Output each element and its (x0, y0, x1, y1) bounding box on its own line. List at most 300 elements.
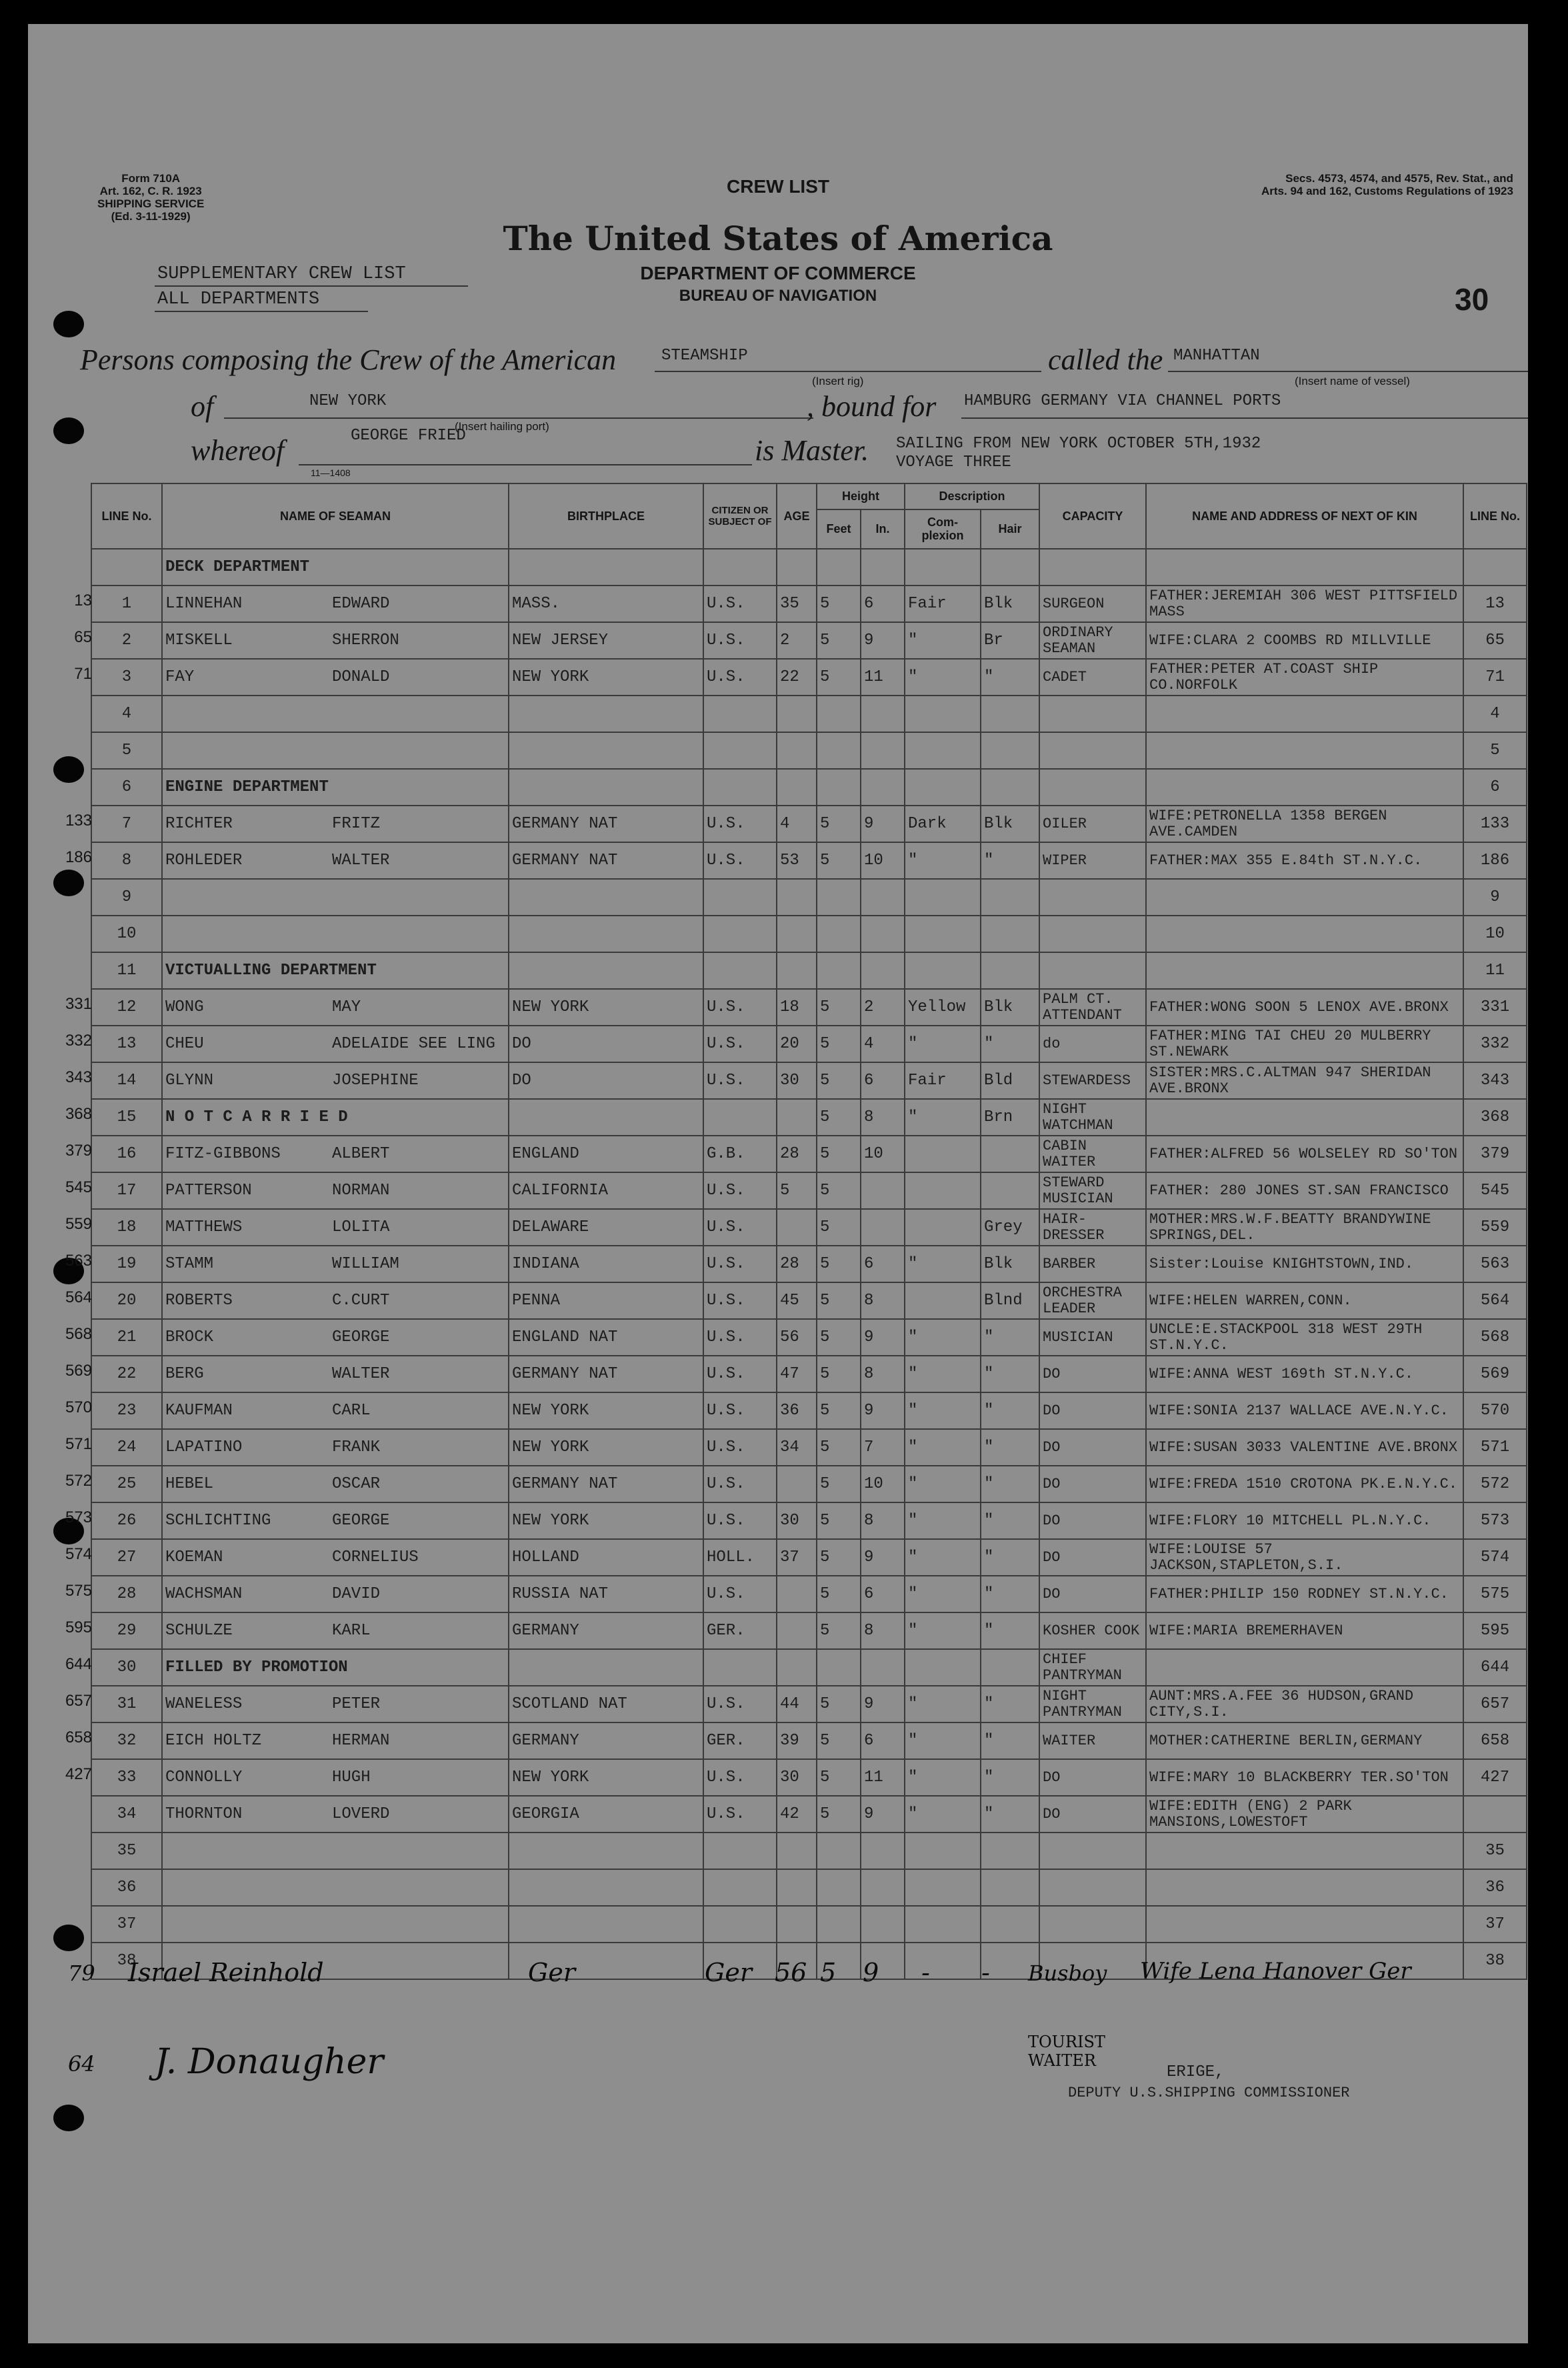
right-line-number-cell: 36 (1463, 1869, 1527, 1906)
given-name: SHERRON (332, 632, 399, 650)
right-line-number-cell: 37 (1463, 1906, 1527, 1943)
citizenship-cell: GER. (703, 1612, 777, 1649)
birthplace-cell (509, 1649, 703, 1686)
birthplace-cell: NEW YORK (509, 1759, 703, 1796)
hair-cell: Bld (981, 1062, 1039, 1099)
height-feet-cell: 5 (817, 585, 861, 622)
given-name: HUGH (332, 1768, 371, 1787)
line-number-cell: 11 (91, 952, 162, 989)
seaman-name-cell (162, 952, 509, 989)
age-cell: 37 (777, 1539, 817, 1576)
complexion-cell: Fair (905, 1062, 981, 1099)
complexion-cell: " (905, 842, 981, 879)
table-row (91, 1612, 1527, 1649)
capacity-text: do (1043, 1035, 1061, 1052)
complexion-cell: " (905, 1429, 981, 1466)
height-inches-cell: 9 (861, 1796, 905, 1833)
birthplace-cell: MASS. (509, 585, 703, 622)
punch-hole (53, 417, 84, 444)
height-inches-cell (861, 1649, 905, 1686)
given-name: NORMAN (332, 1182, 390, 1200)
age-cell (777, 916, 817, 952)
birthplace-cell: RUSSIA NAT (509, 1576, 703, 1612)
height-inches-cell: 8 (861, 1612, 905, 1649)
line-number-cell: 30 (91, 1649, 162, 1686)
birthplace-cell: HOLLAND (509, 1539, 703, 1576)
print-code: 11—1408 (311, 467, 351, 478)
next-of-kin-text: WIFE:MARY 10 BLACKBERRY TER.SO'TON (1149, 1768, 1449, 1786)
capacity-text: DO (1043, 1768, 1061, 1786)
citizenship-cell: U.S. (703, 1246, 777, 1282)
height-inches-cell (861, 549, 905, 585)
col-name: NAME OF SEAMAN (162, 483, 509, 549)
commissioner-title: DEPUTY U.S.SHIPPING COMMISSIONER (1068, 2085, 1350, 2101)
left-margin-number: 379 (65, 1142, 92, 1160)
capacity-cell (1039, 1796, 1146, 1833)
surname: VICTUALLING DEPARTMENT (165, 962, 377, 980)
right-line-number-cell: 133 (1463, 806, 1527, 842)
empty-cell (1039, 1906, 1146, 1943)
punch-hole (53, 756, 84, 783)
empty-cell (1146, 1833, 1463, 1869)
height-inches-cell (861, 952, 905, 989)
capacity-cell (1039, 549, 1146, 585)
supplementary-label: SUPPLEMENTARY CREW LIST (157, 264, 406, 284)
seaman-name-cell (162, 806, 509, 842)
given-name: LOVERD (332, 1805, 390, 1823)
table-row (91, 1796, 1527, 1833)
complexion-cell: " (905, 1246, 981, 1282)
given-name: WILLIAM (332, 1255, 399, 1273)
age-cell: 22 (777, 659, 817, 696)
right-line-number-cell: 574 (1463, 1539, 1527, 1576)
line-number-cell: 32 (91, 1722, 162, 1759)
line-number-cell: 9 (91, 879, 162, 916)
next-of-kin-text: WIFE:SUSAN 3033 VALENTINE AVE.BRONX (1149, 1438, 1458, 1456)
seaman-name-cell (162, 696, 509, 732)
left-margin-number: 186 (65, 848, 92, 866)
capacity-text: DO (1043, 1402, 1061, 1419)
citizenship-cell (703, 952, 777, 989)
insert-vessel-note: (Insert name of vessel) (1295, 375, 1410, 387)
complexion-cell: " (905, 622, 981, 659)
hair-cell (981, 549, 1039, 585)
surname: MISKELL (165, 632, 233, 650)
birthplace-cell: GERMANY NAT (509, 1356, 703, 1392)
capacity-text: DO (1043, 1512, 1061, 1529)
empty-cell (861, 1906, 905, 1943)
surname: DECK DEPARTMENT (165, 558, 310, 576)
height-feet-cell: 5 (817, 1576, 861, 1612)
capacity-text: DO (1043, 1585, 1061, 1602)
next-of-kin-cell (1146, 585, 1463, 622)
hair-cell (981, 879, 1039, 916)
height-feet-cell: 5 (817, 1539, 861, 1576)
seaman-name-cell (162, 732, 509, 769)
age-cell: 28 (777, 1246, 817, 1282)
right-line-number-cell (1463, 549, 1527, 585)
age-cell (777, 1649, 817, 1686)
capacity-cell (1039, 1466, 1146, 1502)
seaman-name-cell (162, 916, 509, 952)
right-line-number-cell: 4 (1463, 696, 1527, 732)
right-line-number-cell: 564 (1463, 1282, 1527, 1319)
complexion-cell: " (905, 1612, 981, 1649)
table-row (91, 1833, 1527, 1869)
complexion-cell (905, 1136, 981, 1172)
complexion-cell: Dark (905, 806, 981, 842)
complexion-cell (905, 769, 981, 806)
given-name: MAY (332, 998, 361, 1016)
height-inches-cell: 2 (861, 989, 905, 1026)
empty-cell (509, 1906, 703, 1943)
birthplace-cell (509, 879, 703, 916)
hair-cell (981, 952, 1039, 989)
left-margin-number: 575 (65, 1582, 92, 1600)
line-number-cell: 22 (91, 1356, 162, 1392)
called-text: called the (1048, 343, 1163, 376)
line-number-cell: 5 (91, 732, 162, 769)
capacity-cell (1039, 1502, 1146, 1539)
complexion-cell: " (905, 1466, 981, 1502)
citizenship-cell: HOLL. (703, 1539, 777, 1576)
complexion-cell: " (905, 1722, 981, 1759)
whereof-text: whereof (191, 434, 285, 467)
height-feet-cell (817, 952, 861, 989)
age-cell: 20 (777, 1026, 817, 1062)
capacity-text: ORDINARY SEAMAN (1043, 624, 1113, 657)
citizenship-cell: U.S. (703, 622, 777, 659)
empty-cell (777, 1833, 817, 1869)
line-number-cell: 31 (91, 1686, 162, 1722)
height-feet-cell: 5 (817, 1502, 861, 1539)
given-name: WALTER (332, 852, 390, 870)
line-number-cell: 26 (91, 1502, 162, 1539)
hair-cell: Brn (981, 1099, 1039, 1136)
age-cell: 56 (777, 1319, 817, 1356)
surname: ROBERTS (165, 1292, 233, 1310)
port-value: NEW YORK (309, 392, 387, 410)
height-feet-cell: 5 (817, 842, 861, 879)
next-of-kin-text: FATHER:PHILIP 150 RODNEY ST.N.Y.C. (1149, 1585, 1449, 1602)
given-name: PETER (332, 1695, 381, 1713)
seaman-name-cell (162, 1282, 509, 1319)
height-inches-cell: 6 (861, 1722, 905, 1759)
left-margin-number: 563 (65, 1252, 92, 1270)
age-cell: 30 (777, 1062, 817, 1099)
age-cell: 2 (777, 622, 817, 659)
birthplace-cell: GERMANY NAT (509, 806, 703, 842)
crew-list-title: CREW LIST (727, 176, 829, 197)
capacity-cell (1039, 622, 1146, 659)
seaman-name-cell (162, 1466, 509, 1502)
line-number-cell: 13 (91, 1026, 162, 1062)
table-row (91, 1722, 1527, 1759)
age-cell: 44 (777, 1686, 817, 1722)
height-feet-cell: 5 (817, 1686, 861, 1722)
capacity-cell (1039, 1136, 1146, 1172)
line-number-cell: 23 (91, 1392, 162, 1429)
complexion-cell: " (905, 1796, 981, 1833)
left-margin-number: 559 (65, 1215, 92, 1233)
given-name: FRITZ (332, 815, 381, 833)
next-of-kin-cell (1146, 549, 1463, 585)
age-cell (777, 696, 817, 732)
table-row (91, 769, 1527, 806)
empty-cell (905, 1833, 981, 1869)
citizenship-cell: U.S. (703, 1026, 777, 1062)
height-feet-cell: 5 (817, 1062, 861, 1099)
citizenship-cell: U.S. (703, 989, 777, 1026)
given-name: GEORGE (332, 1512, 390, 1530)
next-of-kin-cell (1146, 1026, 1463, 1062)
right-line-number-cell: 343 (1463, 1062, 1527, 1099)
citizenship-cell: U.S. (703, 1686, 777, 1722)
capacity-cell (1039, 989, 1146, 1026)
seaman-name-cell (162, 879, 509, 916)
age-cell (777, 1466, 817, 1502)
capacity-cell (1039, 1686, 1146, 1722)
complexion-cell: " (905, 1576, 981, 1612)
left-margin-number: 595 (65, 1618, 92, 1636)
hair-cell (981, 769, 1039, 806)
left-margin-number: 644 (65, 1655, 92, 1673)
destination-value: HAMBURG GERMANY VIA CHANNEL PORTS (964, 392, 1281, 410)
height-feet-cell (817, 879, 861, 916)
hw-birth-35: Ger (528, 1958, 576, 1987)
of-text: of (191, 390, 214, 423)
next-of-kin-text: FATHER:JEREMIAH 306 WEST PITTSFIELD MASS (1149, 587, 1458, 620)
birthplace-cell: DO (509, 1062, 703, 1099)
empty-cell (905, 1869, 981, 1906)
table-row (91, 696, 1527, 732)
citizenship-cell: U.S. (703, 1576, 777, 1612)
table-row (91, 1429, 1527, 1466)
capacity-text: BARBER (1043, 1255, 1096, 1272)
hair-cell: " (981, 842, 1039, 879)
hw-cap-35: Busboy (1028, 1961, 1107, 1986)
height-feet-cell (817, 916, 861, 952)
seaman-name-cell (162, 1429, 509, 1466)
form-service: SHIPPING SERVICE (97, 197, 205, 210)
surname: HEBEL (165, 1475, 214, 1493)
table-row (91, 732, 1527, 769)
height-inches-cell: 10 (861, 1136, 905, 1172)
complexion-cell: " (905, 1026, 981, 1062)
left-margin-number: 65 (74, 628, 92, 646)
height-inches-cell: 10 (861, 1466, 905, 1502)
age-cell: 53 (777, 842, 817, 879)
next-of-kin-text: WIFE:SONIA 2137 WALLACE AVE.N.Y.C. (1149, 1402, 1449, 1419)
left-margin-number: 545 (65, 1178, 92, 1196)
right-line-number-cell: 368 (1463, 1099, 1527, 1136)
rig-value: STEAMSHIP (661, 347, 748, 365)
col-inches: In. (861, 509, 905, 549)
complexion-cell: " (905, 1686, 981, 1722)
table-row (91, 1686, 1527, 1722)
table-row (91, 952, 1527, 989)
sailing-value: SAILING FROM NEW YORK OCTOBER 5TH,1932 (896, 435, 1261, 453)
given-name: WALTER (332, 1365, 390, 1383)
age-cell (777, 879, 817, 916)
hair-cell: " (981, 1722, 1039, 1759)
capacity-text: DO (1043, 1548, 1061, 1566)
table-row (91, 1759, 1527, 1796)
empty-cell (703, 1833, 777, 1869)
empty-cell (981, 1869, 1039, 1906)
capacity-text: STEWARDESS (1043, 1072, 1131, 1089)
hair-cell: " (981, 1796, 1039, 1833)
next-of-kin-cell (1146, 1759, 1463, 1796)
table-row (91, 1136, 1527, 1172)
col-hair: Hair (981, 509, 1039, 549)
left-margin-number: 572 (65, 1472, 92, 1490)
given-name: DONALD (332, 668, 390, 686)
right-line-number-cell: 379 (1463, 1136, 1527, 1172)
height-feet-cell: 5 (817, 1759, 861, 1796)
height-feet-cell (817, 732, 861, 769)
given-name: KARL (332, 1622, 371, 1640)
next-of-kin-cell (1146, 1576, 1463, 1612)
next-of-kin-cell (1146, 1612, 1463, 1649)
next-of-kin-cell (1146, 1209, 1463, 1246)
right-line-number-cell: 10 (1463, 916, 1527, 952)
citizenship-cell (703, 549, 777, 585)
hw-left-number-37: 64 (68, 2051, 95, 2077)
height-inches-cell: 7 (861, 1429, 905, 1466)
col-capacity: CAPACITY (1039, 483, 1146, 549)
complexion-cell: Yellow (905, 989, 981, 1026)
surname: SCHLICHTING (165, 1512, 271, 1530)
table-row (91, 1466, 1527, 1502)
birthplace-cell (509, 916, 703, 952)
seaman-name-cell (162, 1026, 509, 1062)
capacity-cell (1039, 1099, 1146, 1136)
empty-cell (509, 1833, 703, 1869)
next-of-kin-text: FATHER:WONG SOON 5 LENOX AVE.BRONX (1149, 998, 1449, 1016)
next-of-kin-cell (1146, 1649, 1463, 1686)
surname: WANELESS (165, 1695, 243, 1713)
complexion-cell: " (905, 1099, 981, 1136)
table-row (91, 1649, 1527, 1686)
seaman-name-cell (162, 1649, 509, 1686)
right-line-number-cell: 427 (1463, 1759, 1527, 1796)
complexion-cell (905, 732, 981, 769)
next-of-kin-cell (1146, 879, 1463, 916)
col-kin: NAME AND ADDRESS OF NEXT OF KIN (1146, 483, 1463, 549)
capacity-cell (1039, 696, 1146, 732)
birthplace-cell: GERMANY (509, 1722, 703, 1759)
citizenship-cell: U.S. (703, 1759, 777, 1796)
height-feet-cell: 5 (817, 1246, 861, 1282)
complexion-cell (905, 879, 981, 916)
height-inches-cell: 11 (861, 659, 905, 696)
empty-cell (162, 1906, 509, 1943)
birthplace-cell: GERMANY NAT (509, 1466, 703, 1502)
height-inches-cell: 8 (861, 1502, 905, 1539)
capacity-text: DO (1043, 1438, 1061, 1456)
height-feet-cell: 5 (817, 1209, 861, 1246)
birthplace-cell: NEW JERSEY (509, 622, 703, 659)
birthplace-cell (509, 952, 703, 989)
capacity-text: CABIN WAITER (1043, 1137, 1096, 1170)
birthplace-cell: PENNA (509, 1282, 703, 1319)
seaman-name-cell (162, 1759, 509, 1796)
seaman-name-cell (162, 1539, 509, 1576)
hair-cell: " (981, 1356, 1039, 1392)
right-line-number-cell: 6 (1463, 769, 1527, 806)
next-of-kin-text: MOTHER:CATHERINE BERLIN,GERMANY (1149, 1732, 1423, 1749)
line-number-cell: 34 (91, 1796, 162, 1833)
citizenship-cell: U.S. (703, 585, 777, 622)
next-of-kin-cell (1146, 1282, 1463, 1319)
right-line-number-cell: 186 (1463, 842, 1527, 879)
hair-cell: " (981, 1612, 1039, 1649)
right-line-number-cell: 559 (1463, 1209, 1527, 1246)
col-description: Description (905, 483, 1039, 509)
given-name: GEORGE (332, 1328, 390, 1346)
height-inches-cell (861, 916, 905, 952)
next-of-kin-text: WIFE:ANNA WEST 169th ST.N.Y.C. (1149, 1365, 1414, 1382)
hair-cell: " (981, 1392, 1039, 1429)
next-of-kin-text: WIFE:LOUISE 57 JACKSON,STAPLETON,S.I. (1149, 1540, 1343, 1574)
surname: KAUFMAN (165, 1402, 233, 1420)
capacity-text: DO (1043, 1365, 1061, 1382)
birthplace-cell: GERMANY (509, 1612, 703, 1649)
citizenship-cell (703, 916, 777, 952)
right-line-number-cell: 9 (1463, 879, 1527, 916)
table-row (91, 1246, 1527, 1282)
left-margin-number: 13 (74, 591, 92, 610)
given-name: ALBERT (332, 1145, 390, 1163)
hair-cell: " (981, 1576, 1039, 1612)
next-of-kin-cell (1146, 1356, 1463, 1392)
hair-cell (981, 1649, 1039, 1686)
line-number-cell: 12 (91, 989, 162, 1026)
complexion-cell: Fair (905, 585, 981, 622)
capacity-text: HAIR-DRESSER (1043, 1210, 1105, 1244)
height-feet-cell (817, 549, 861, 585)
hw-comp-35: - (921, 1958, 930, 1987)
capacity-cell (1039, 659, 1146, 696)
seaman-name-cell (162, 1502, 509, 1539)
empty-cell (905, 1906, 981, 1943)
next-of-kin-text: Sister:Louise KNIGHTSTOWN,IND. (1149, 1255, 1414, 1272)
surname: LAPATINO (165, 1438, 243, 1456)
complexion-cell: " (905, 1502, 981, 1539)
crew-table (91, 483, 1527, 1980)
table-row (91, 879, 1527, 916)
col-citizen: CITIZEN OR SUBJECT OF (703, 483, 777, 549)
age-cell: 4 (777, 806, 817, 842)
given-name: HERMAN (332, 1732, 390, 1750)
col-feet: Feet (817, 509, 861, 549)
table-row (91, 989, 1527, 1026)
hair-cell: " (981, 1686, 1039, 1722)
empty-cell (1146, 1906, 1463, 1943)
punch-hole (53, 870, 84, 896)
left-margin-number: 568 (65, 1325, 92, 1343)
height-feet-cell: 5 (817, 1429, 861, 1466)
next-of-kin-text: AUNT:MRS.A.FEE 36 HUDSON,GRAND CITY,S.I. (1149, 1687, 1414, 1720)
citizenship-cell (703, 1649, 777, 1686)
capacity-text: MUSICIAN (1043, 1328, 1113, 1346)
table-row (91, 1062, 1527, 1099)
given-name: CORNELIUS (332, 1548, 419, 1566)
col-line-no: LINE No. (91, 483, 162, 549)
hw-name-37: J. Donaugher (155, 2042, 384, 2082)
next-of-kin-cell (1146, 769, 1463, 806)
